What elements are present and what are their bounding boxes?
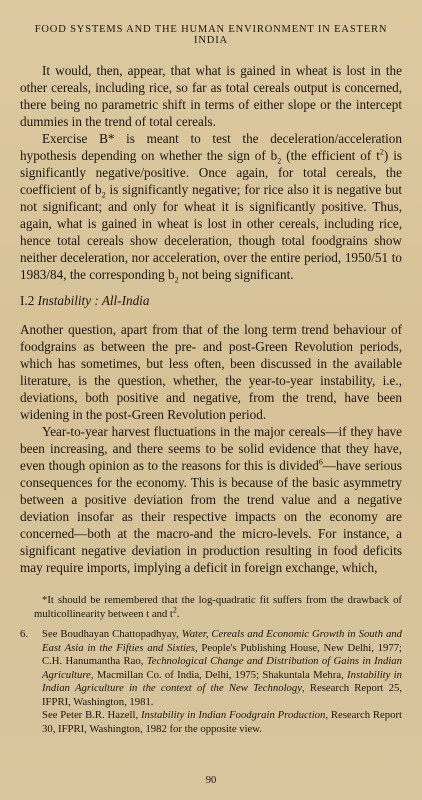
paragraph-2-part-2: (the efficient of t xyxy=(281,148,380,163)
section-number: I.2 xyxy=(20,293,38,308)
paragraph-2-part-4: is significantly negative; for rice also it is negative but not significant; and only for wheat it is significantly positive. Thus, again, what is gained in wheat is lost in other cereals, including rice, hence total cereals show deceleration, though total foodgrains show neither deceleration, nor acceleration, over the entire period, 1950/51 to 1983/84, the corresponding b xyxy=(20,182,402,282)
footnote-star xyxy=(34,594,402,621)
footnote-6 xyxy=(20,628,402,736)
running-head: FOOD SYSTEMS AND THE HUMAN ENVIRONMENT IN EASTERN INDIA xyxy=(34,24,388,46)
paragraph-4-part-2: —have serious consequences for the economy. This is because of the basic asymmetry between a positive deviation from the trend value and a negative deviation insofar as their respective impacts on the economy are concerned—both at the macro-and the micro-levels. For instance, a significant negative deviation in production resulting in food deficits may require imports, implying a deficit in foreign exchange, which, xyxy=(20,458,402,575)
footnote-6-text-e: , Macmillan Co. of India, Delhi, 1975; Shakuntala Mehra, xyxy=(90,668,348,681)
footnote-6-text-j: , Research Report 30, IFPRI, Washington, 1982 for the opposite view. xyxy=(42,709,402,735)
superscript-2: 2 xyxy=(379,147,384,157)
footnote-star-sup: 2 xyxy=(172,604,177,614)
footnote-ref-6: 6 xyxy=(318,457,323,467)
paragraph-3: Another question, apart from that of the long term trend behaviour of foodgrains as between the pre- and post-Green Revolution periods, which has sometimes, but less often, been discussed in the available literature, is the question, whether, the year-to-year instability, i.e., deviations, both positive and negative, from the trend, have been widening in the post-Green Revolution period. xyxy=(20,322,402,422)
footnote-6-text xyxy=(42,628,402,709)
footnote-6-number: 6. xyxy=(20,628,29,640)
footnote-6-second-text xyxy=(42,709,402,736)
footnote-star-text-a: *It should be remembered that the log-quadratic fit suffers from the drawback of multicollinearity between t and t xyxy=(34,594,402,620)
paragraph-2 xyxy=(20,130,402,283)
footnote-6-text-g: , Research Report 25, IFPRI, Washington, 1981. xyxy=(42,682,402,708)
page-number: 90 xyxy=(205,775,217,786)
footnote-6-text-a: See Boudhayan Chattopadhyay, xyxy=(42,628,182,640)
footnote-6-title-3: Instability in Indian Agriculture in the context of the New Technology xyxy=(42,668,402,694)
footnote-6-title-1: Water, Cereals and Economic Growth in South and East Asia in the Fifties and Sixties xyxy=(42,628,402,654)
footnote-6-title-2: Technological Change and Distribution of Gains in Indian Agriculture xyxy=(42,655,402,681)
footnote-star-text xyxy=(34,594,402,621)
section-heading xyxy=(20,292,402,309)
paragraph-2-part-5: not being significant. xyxy=(178,267,294,282)
paragraph-2-part-1: Exercise B* is meant to test the deceleration/acceleration hypothesis depending on whether the sign of b xyxy=(20,131,402,163)
subscript-2: 2 xyxy=(277,156,282,166)
footnote-6-text-h: See Peter B.R. Hazell, xyxy=(42,709,141,721)
footnote-star-text-b: . xyxy=(176,607,180,620)
footnotes xyxy=(20,594,402,736)
section-title: Instability : All-India xyxy=(37,293,150,308)
paragraph-2-part-3: ) is significantly negative/positive. Once again, for total cereals, the coefficient of b xyxy=(20,148,403,197)
paragraph-4-part-1: Year-to-year harvest fluctuations in the major cereals—if they have been increasing, and there seems to be solid evidence that they have, even though opinion as to the reasons for this is divided xyxy=(20,424,402,473)
footnote-6-text-c: , People's Publishing House, New Delhi, 1977; C.H. Hanumantha Rao, xyxy=(42,641,403,667)
subscript-2c: 2 xyxy=(174,275,179,285)
subscript-2b: 2 xyxy=(101,190,106,200)
footnote-6-body xyxy=(42,628,402,736)
footnote-6-title-4: Instability in Indian Foodgrain Production xyxy=(140,709,326,721)
paragraph-4 xyxy=(20,423,402,576)
paragraph-1: It would, then, appear, that what is gained in wheat is lost in the other cereals, including rice, so far as total cereals output is concerned, there being no parametric shift in terms of either slope or the intercept dummies in the trend of total cereals. xyxy=(20,63,402,129)
